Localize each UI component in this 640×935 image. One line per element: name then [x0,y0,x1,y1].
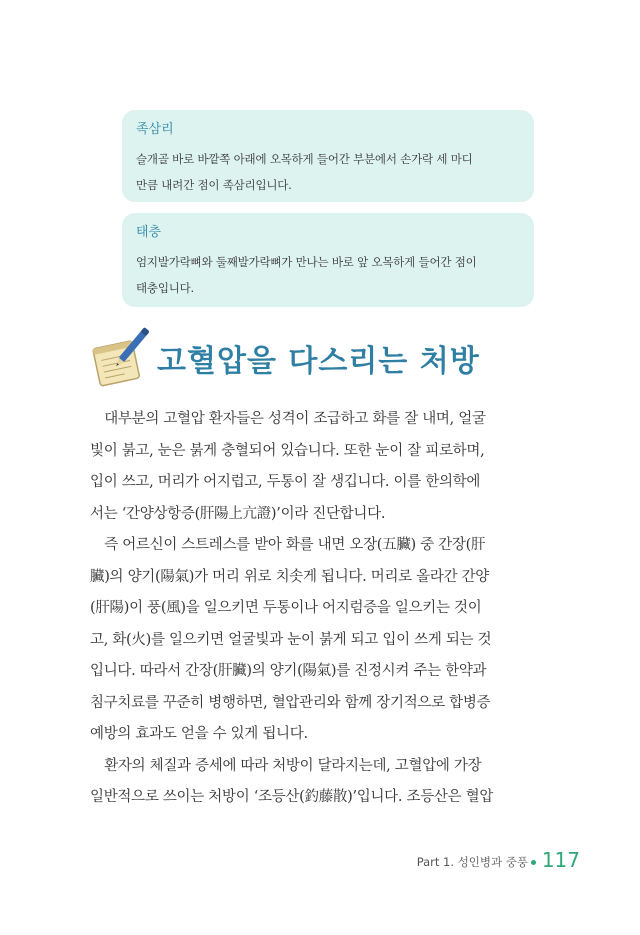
body-line: 즉 어르신이 스트레스를 받아 화를 내면 오장(五臟) 중 간장(肝 [90,537,486,553]
body-line: 고, 화(火)를 일으키면 얼굴빛과 눈이 붉게 되고 입이 쓰게 되는 것 [90,631,492,648]
body-line: 예방의 효과도 얻을 수 있게 됩니다. [90,726,308,742]
info-box-taechung [122,213,534,307]
bullet-dot-icon [531,860,536,865]
body-line: 서는 ‘간양상항증(肝陽上亢證)’이라 진단합니다. [90,505,386,522]
info-box-title: 태충 [136,225,162,240]
body-line: 입니다. 따라서 간장(肝臟)의 양기(陽氣)를 진정시켜 주는 한약과 [90,663,487,679]
info-box-line: 슬개골 바로 바깥쪽 아래에 오목하게 들어간 부분에서 손가락 세 마디 [136,152,473,166]
page-number: 117 [541,848,580,872]
info-box-line: 태충입니다. [136,281,194,295]
info-box-line: 만큼 내려간 점이 족삼리입니다. [136,178,292,192]
page-footer [380,850,580,872]
info-box-line: 엄지발가락뼈와 둘째발가락뼈가 만나는 바로 앞 오목하게 들어간 점이 [136,255,477,269]
section-heading: 고혈압을 다스리는 처방 [157,344,480,379]
body-line: 臟)의 양기(陽氣)가 머리 위로 치솟게 됩니다. 머리로 올라간 간양 [90,568,490,585]
body-text [90,404,560,814]
notepad-pen-icon [88,326,152,390]
body-line: (肝陽)이 풍(風)을 일으키면 두통이나 어지럼증을 일으키는 것이 [90,600,482,616]
body-line: 빛이 붉고, 눈은 붉게 충혈되어 있습니다. 또한 눈이 잘 피로하며, [90,442,485,459]
body-line: 일반적으로 쓰이는 처방이 ‘조등산(釣藤散)’입니다. 조등산은 혈압 [90,789,494,805]
info-box-joksamni [122,110,534,202]
info-box-title: 족삼리 [136,122,174,137]
section-label: Part 1. 성인병과 중풍 [416,855,528,869]
body-line: 대부분의 고혈압 환자들은 성격이 조급하고 화를 잘 내며, 얼굴 [90,411,486,427]
body-line: 침구치료를 꾸준히 병행하면, 혈압관리와 함께 장기적으로 합병증 [90,694,491,711]
body-line: 환자의 체질과 증세에 따라 처방이 달라지는데, 고혈압에 가장 [90,757,482,774]
body-line: 입이 쓰고, 머리가 어지럽고, 두통이 잘 생깁니다. 이를 한의학에 [90,474,481,490]
